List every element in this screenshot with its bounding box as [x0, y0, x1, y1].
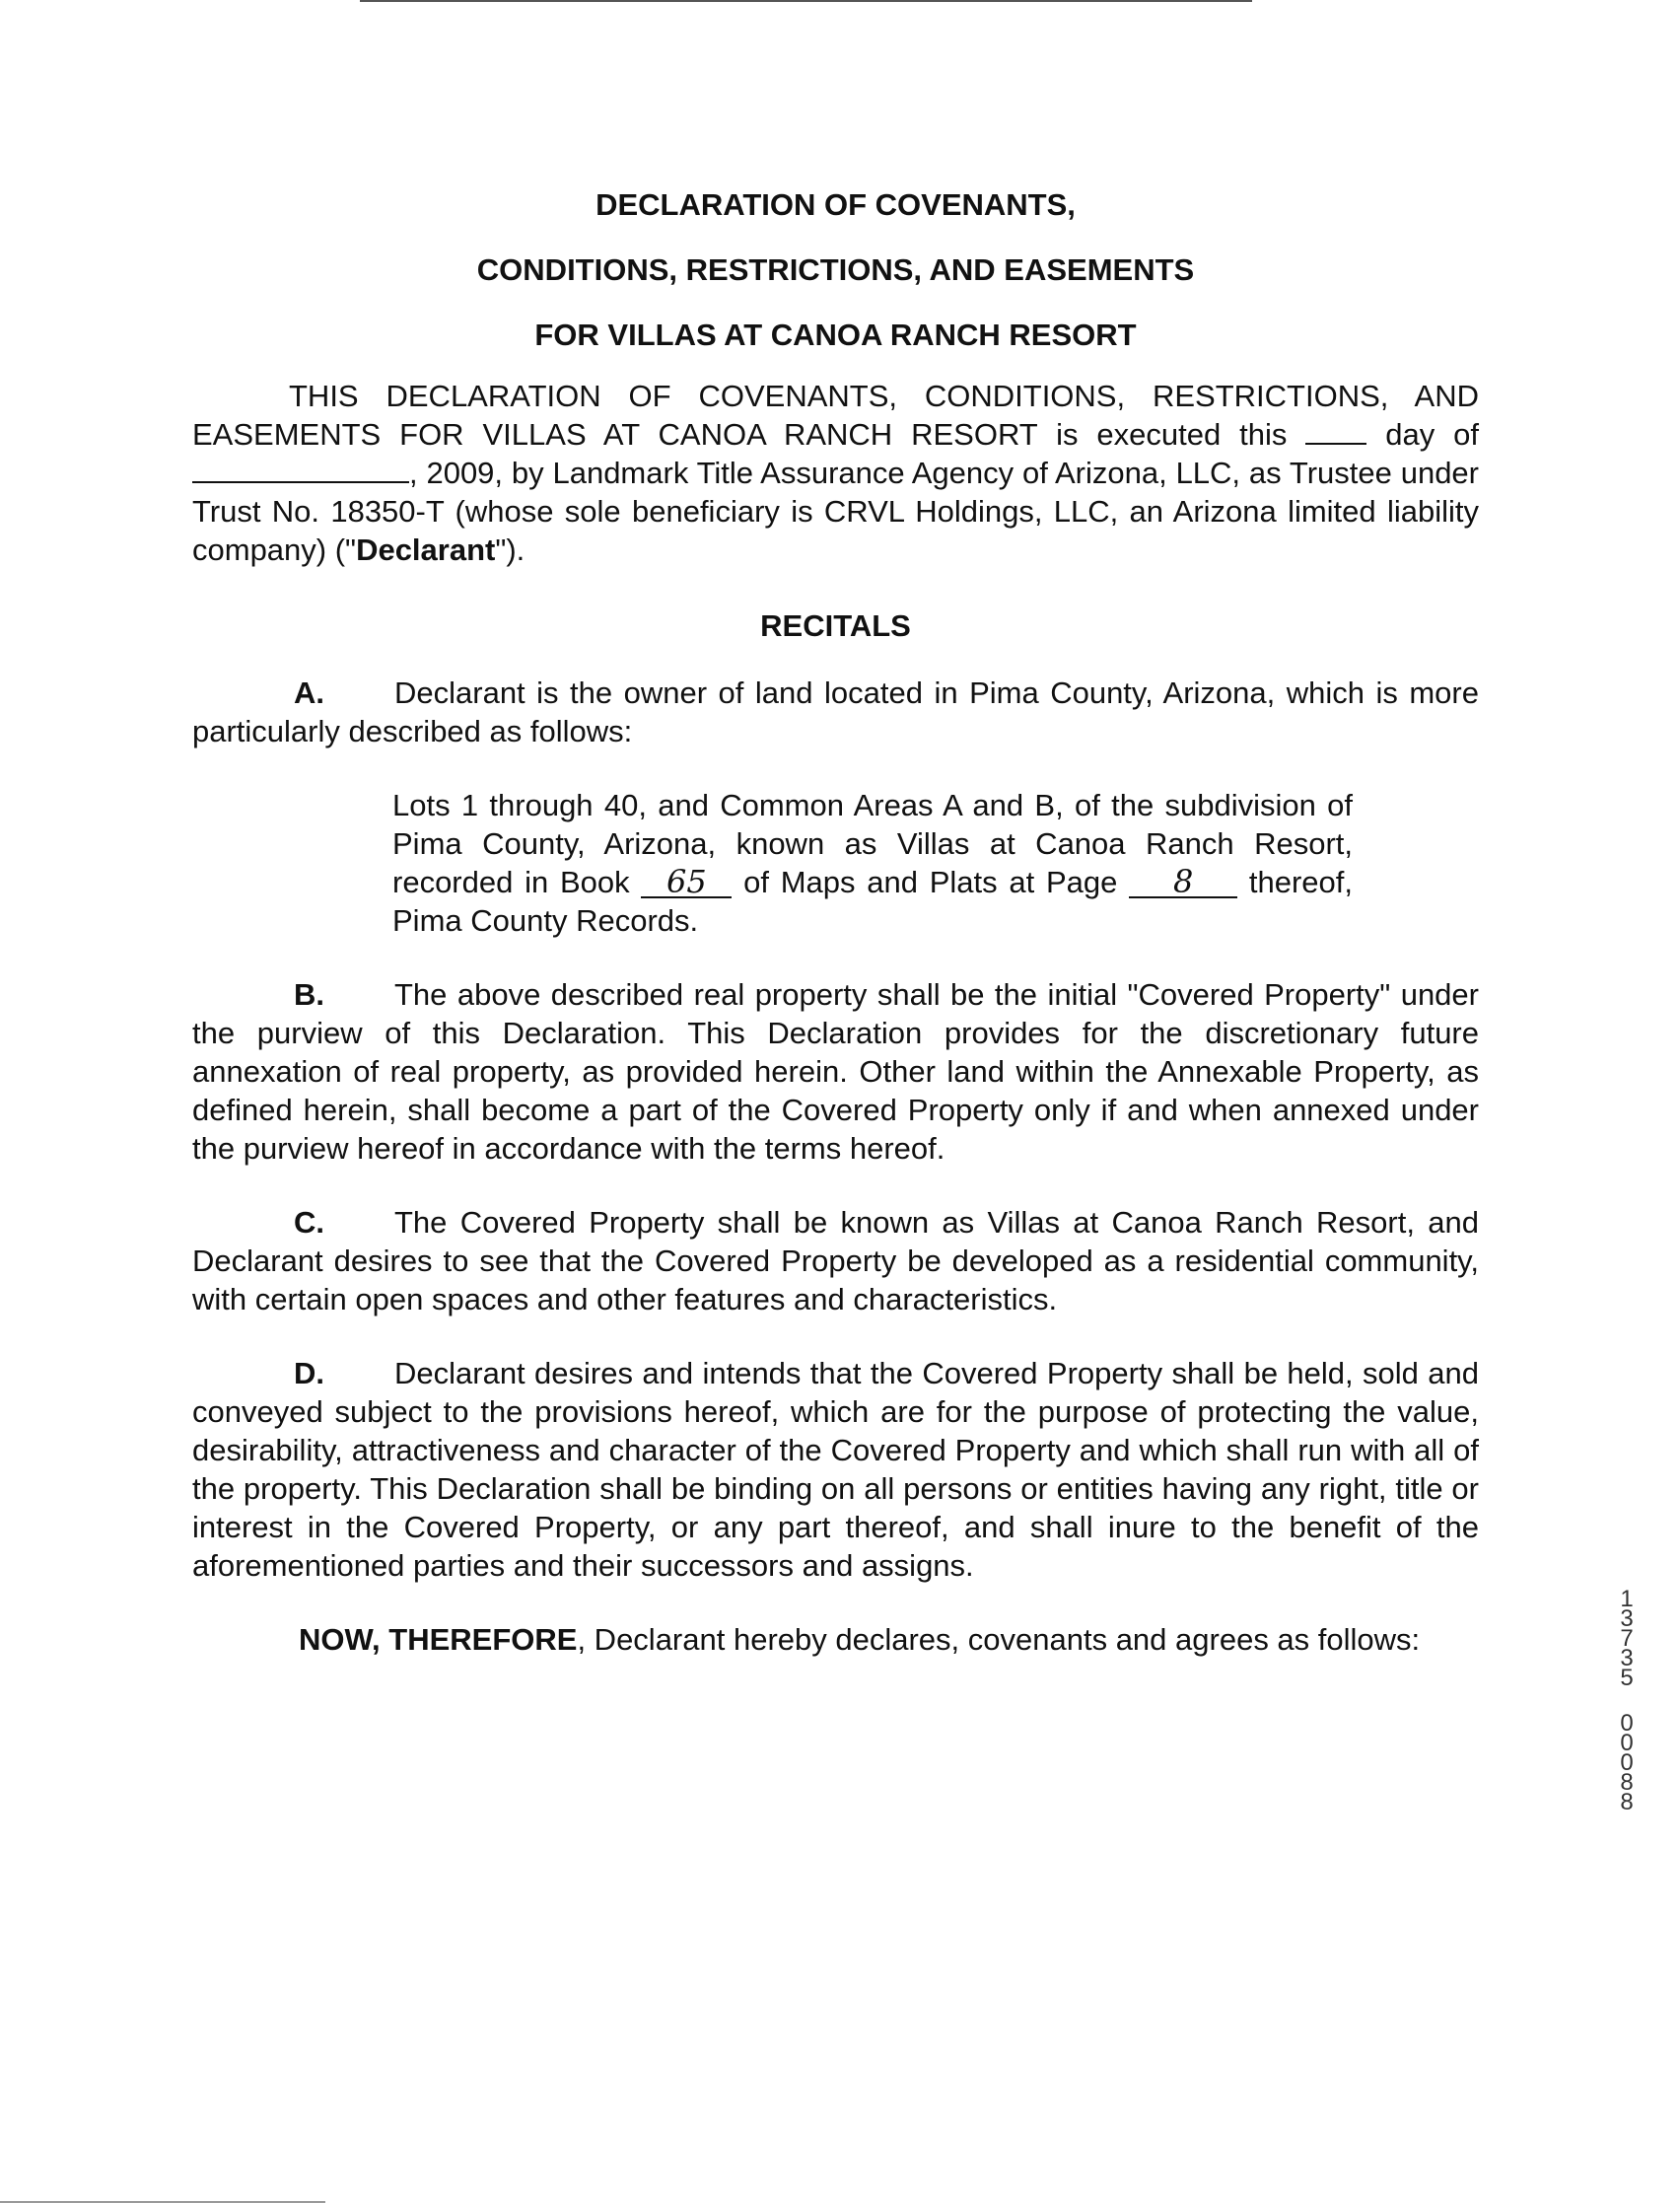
recital-a-text: Declarant is the owner of land located in Pima County, Arizona, which is more particularly described as follows: [192, 675, 1479, 748]
intro-text-1: THIS DECLARATION OF COVENANTS, CONDITIONS, RESTRICTIONS, AND EASEMENTS FOR VILLAS AT CANOA RANCH RESORT is executed this [192, 379, 1479, 452]
document-title-line-3: FOR VILLAS AT CANOA RANCH RESORT [534, 318, 1137, 352]
legal-description-text-1: Lots 1 through 40, and Common Areas A and B, of the subdivision of Pima County, Arizona, known as Villas at Canoa Ranch Resort, recorded in Book [392, 788, 1353, 899]
intro-text-4: "). [495, 533, 525, 567]
intro-paragraph [192, 377, 1479, 569]
intro-text-3: , 2009, by Landmark Title Assurance Agency of Arizona, LLC, as Trustee under Trust No. 18350-T (whose sole beneficiary is CRVL Holdings, LLC, an Arizona limited liability company) (" [192, 456, 1479, 567]
recital-d-letter: D. [294, 1356, 324, 1390]
scan-edge-top [360, 0, 1252, 2]
now-therefore-text: , Declarant hereby declares, covenants and agrees as follows: [577, 1622, 1421, 1657]
recitals-heading: RECITALS [760, 608, 911, 643]
legal-description-text-2: of Maps and Plats at Page [732, 865, 1130, 899]
recital-b [192, 975, 1479, 1168]
day-blank [1305, 417, 1366, 445]
document-page [192, 187, 1479, 1659]
recital-a [192, 674, 1479, 750]
page-number-handwritten: 8 [1129, 867, 1237, 898]
book-number-handwritten: 65 [641, 867, 732, 898]
document-title-line-2: CONDITIONS, RESTRICTIONS, AND EASEMENTS [476, 252, 1195, 287]
recital-b-letter: B. [294, 977, 324, 1012]
intro-text-2: day of [1366, 417, 1479, 452]
recital-a-letter: A. [294, 675, 324, 710]
recording-stamp-bottom: 00088 [1620, 1710, 1634, 1815]
recital-d [192, 1354, 1479, 1585]
declarant-term: Declarant [356, 533, 496, 567]
recording-stamp [1615, 1586, 1639, 1815]
recital-d-text: Declarant desires and intends that the Covered Property shall be held, sold and conveyed subject to the provisions hereof, which are for the purpose of protecting the value, desirability, attractiveness and character of the Covered Property and which shall run with all of the property. This Declaration shall be binding on all persons or entities having any right, title or interest in the Covered Property, or any part thereof, and shall inure to the benefit of the aforementioned parties and their successors and assigns. [192, 1356, 1479, 1583]
document-title-line-1: DECLARATION OF COVENANTS, [595, 187, 1076, 222]
month-blank [192, 456, 409, 483]
legal-description [192, 786, 1479, 940]
legal-description-text-3: thereof, Pima County Records. [392, 865, 1353, 938]
now-therefore-lead: NOW, THEREFORE [299, 1622, 578, 1657]
recital-c-letter: C. [294, 1205, 324, 1240]
recital-c-text: The Covered Property shall be known as Villas at Canoa Ranch Resort, and Declarant desires to see that the Covered Property be developed as a residential community, with certain open spaces and other features and characteristics. [192, 1205, 1479, 1316]
now-therefore-paragraph [192, 1620, 1479, 1659]
recital-b-text: The above described real property shall be the initial "Covered Property" under the purview of this Declaration. This Declaration provides for the discretionary future annexation of real property, as provided herein. Other land within the Annexable Property, as defined herein, shall become a part of the Covered Property only if and when annexed under the purview hereof in accordance with the terms hereof. [192, 977, 1479, 1166]
recital-c [192, 1203, 1479, 1318]
recording-stamp-top: 13735 [1620, 1586, 1634, 1691]
